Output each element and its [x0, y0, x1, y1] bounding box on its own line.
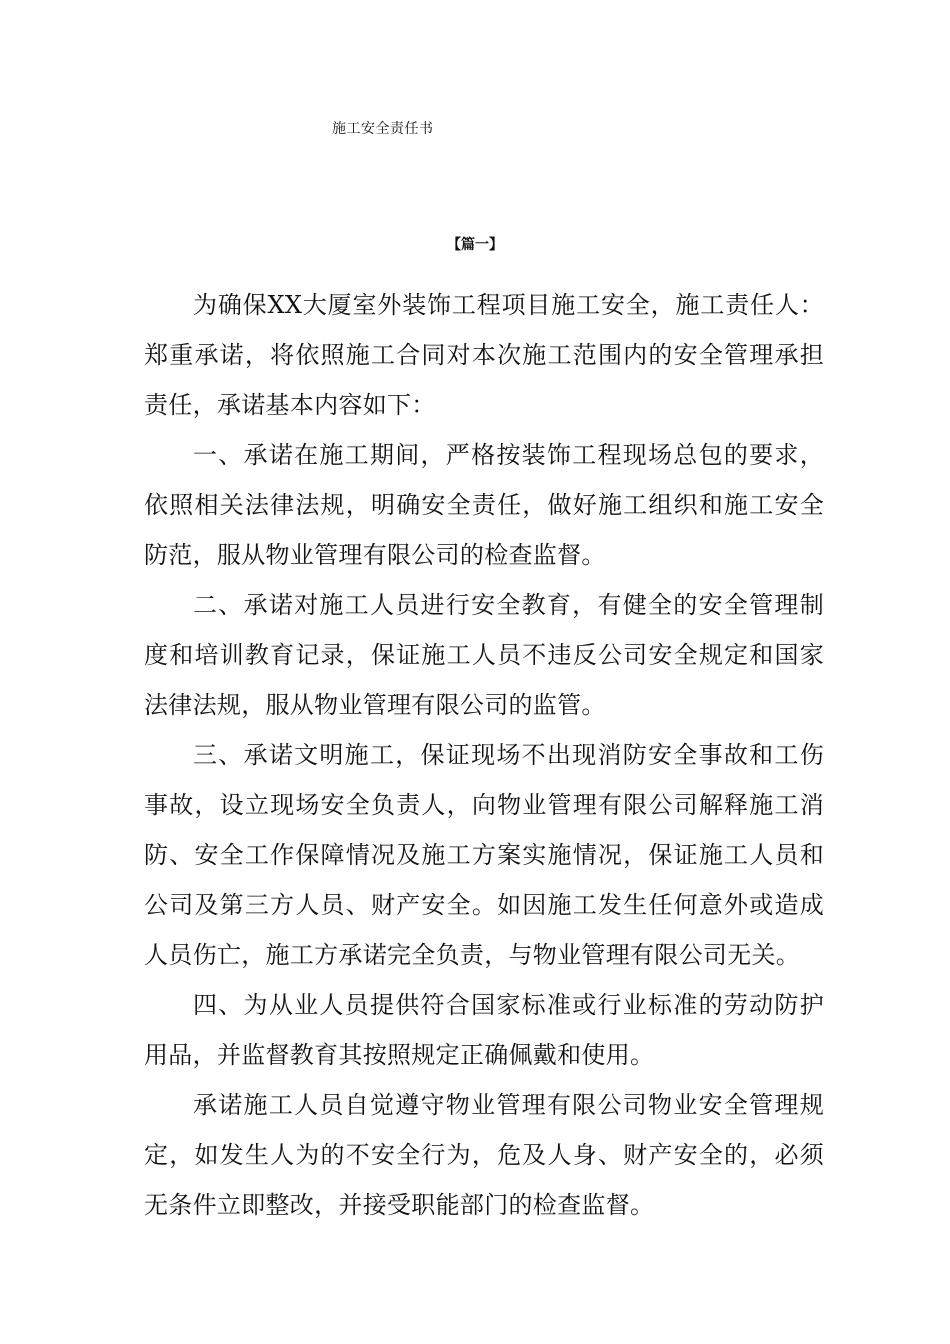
document-title: 施工安全责任书 — [332, 121, 434, 137]
document-body — [144, 280, 824, 1230]
paragraph-item-2: 二、承诺对施工人员进行安全教育，有健全的安全管理制度和培训教育记录，保证施工人员不违反公司安全规定和国家法律法规，服从物业管理有限公司的监管。 — [144, 591, 824, 719]
section-label: 【篇一】 — [447, 237, 503, 253]
paragraph-closing: 承诺施工人员自觉遵守物业管理有限公司物业安全管理规定，如发生人为的不安全行为，危及人身、财产安全的，必须无条件立即整改，并接受职能部门的检查监督。 — [144, 1091, 824, 1219]
paragraph-item-3: 三、承诺文明施工，保证现场不出现消防安全事故和工伤事故，设立现场安全负责人，向物业管理有限公司解释施工消防、安全工作保障情况及施工方案实施情况，保证施工人员和公司及第三方人员、财产安全。如因施工发生任何意外或造成人员伤亡，施工方承诺完全负责，与物业管理有限公司无关。 — [144, 741, 824, 969]
paragraph-intro: 为确保XX大厦室外装饰工程项目施工安全，施工责任人：郑重承诺，将依照施工合同对本次施工范围内的安全管理承担责任，承诺基本内容如下： — [144, 291, 824, 419]
paragraph-item-4: 四、为从业人员提供符合国家标准或行业标准的劳动防护用品，并监督教育其按照规定正确佩戴和使用。 — [144, 991, 824, 1069]
paragraph-item-1: 一、承诺在施工期间，严格按装饰工程现场总包的要求，依照相关法律法规，明确安全责任，做好施工组织和施工安全防范，服从物业管理有限公司的检查监督。 — [144, 441, 824, 569]
